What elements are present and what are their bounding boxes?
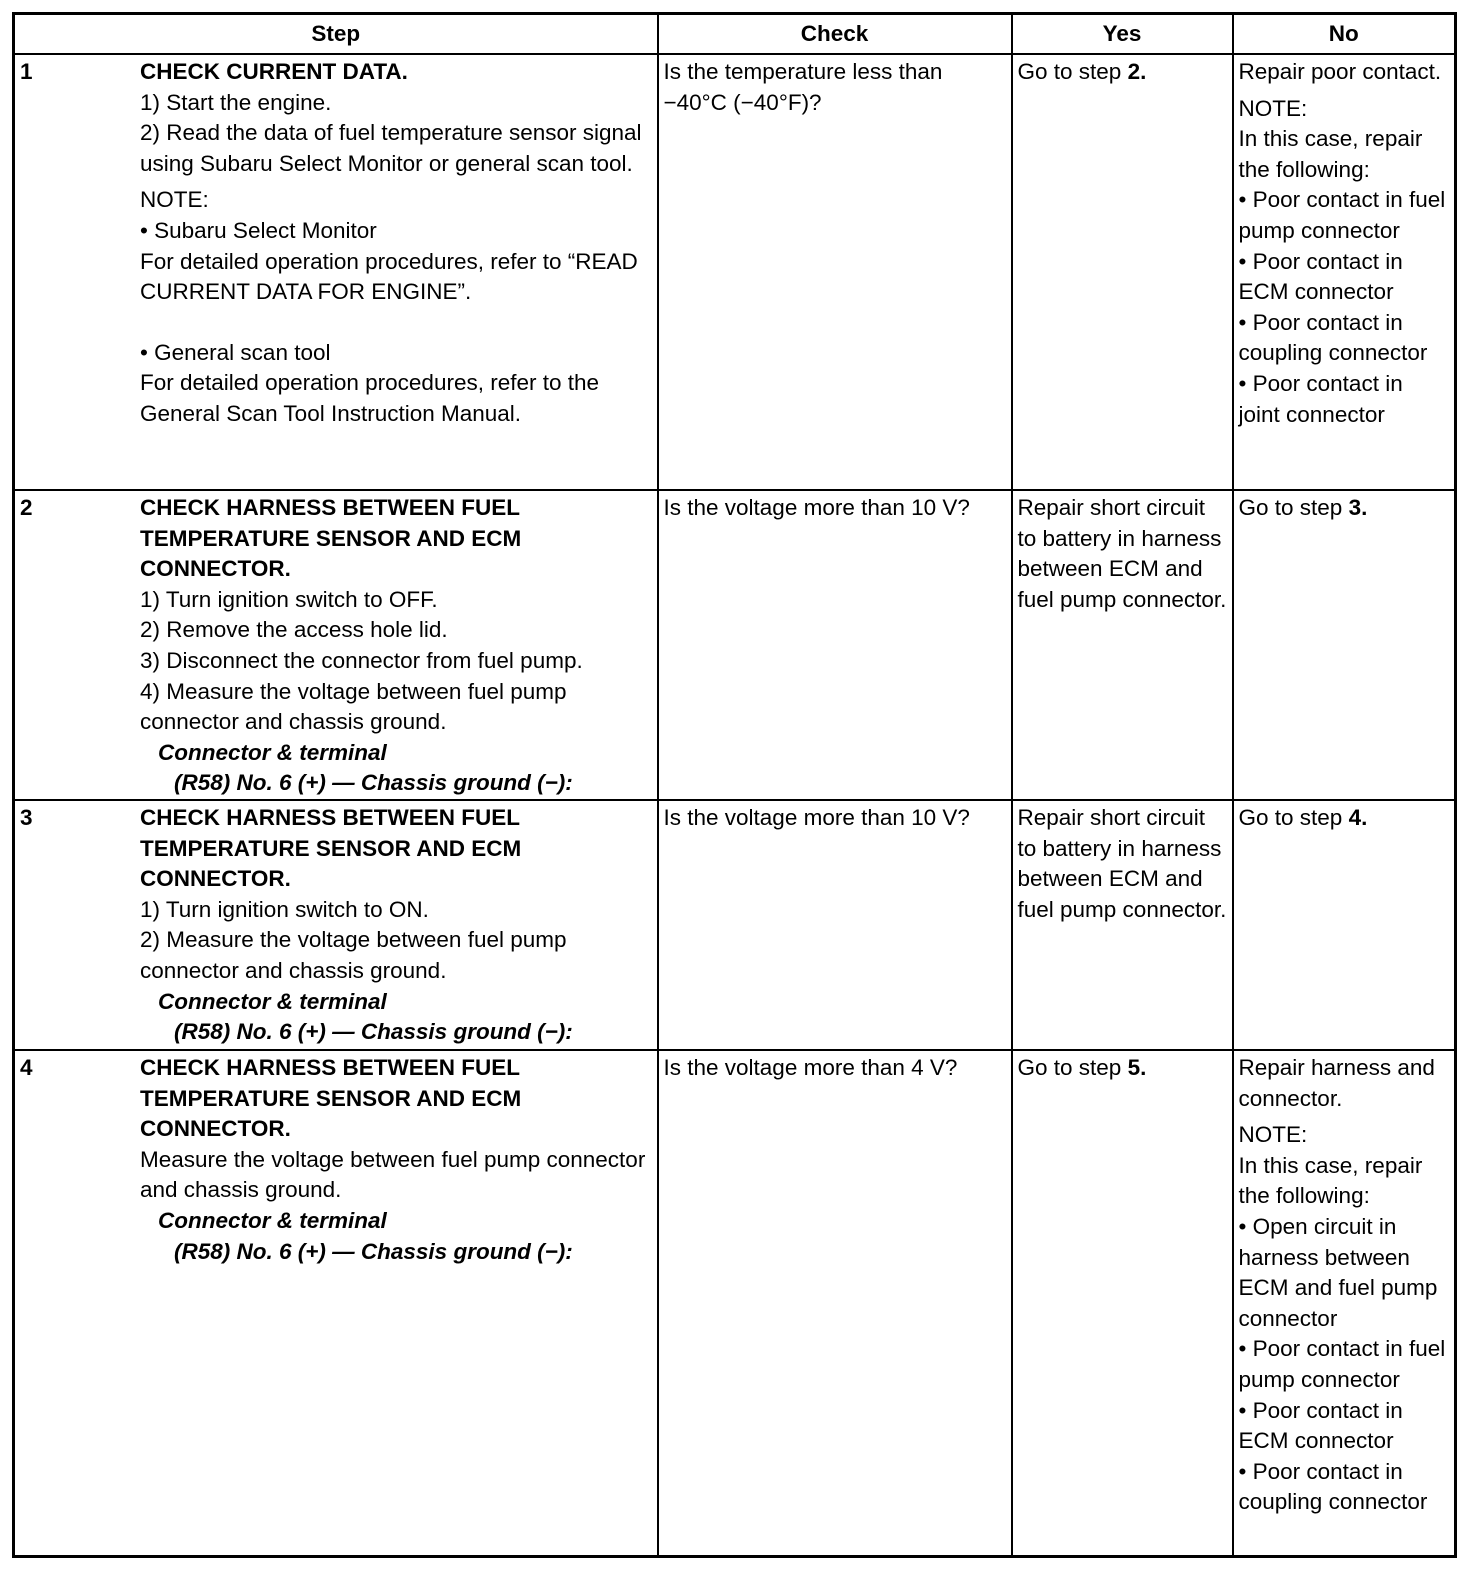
step-instruction: 2) Measure the voltage between fuel pump connector and chassis ground.	[140, 927, 567, 983]
table-row	[14, 1050, 1456, 1557]
table-row	[14, 54, 1456, 490]
list-item: • Poor contact in fuel pump connector	[1238, 1336, 1446, 1392]
check-cell: Is the temperature less than −40°C (−40°F)?	[658, 54, 1012, 490]
no-text: Repair poor contact.	[1238, 59, 1442, 84]
step-instruction: 2) Read the data of fuel temperature sensor signal using Subaru Select Monitor or general scan tool.	[140, 120, 642, 176]
no-step-ref: 3.	[1348, 495, 1368, 520]
list-item: • Open circuit in harness between ECM and fuel pump connector	[1238, 1213, 1438, 1331]
check-cell: Is the voltage more than 4 V?	[658, 1050, 1012, 1557]
no-cell	[1233, 1050, 1456, 1557]
step-instruction: 1) Turn ignition switch to OFF.	[140, 586, 438, 612]
header-row	[14, 14, 1456, 55]
check-cell: Is the voltage more than 10 V?	[658, 490, 1012, 800]
connector-value: (R58) No. 6 (+) — Chassis ground (−):	[174, 1019, 573, 1045]
diagnostic-table	[12, 12, 1457, 1558]
yes-step-ref: 5.	[1127, 1055, 1147, 1080]
no-cell	[1233, 800, 1456, 1050]
list-item: • Poor contact in joint connector	[1238, 370, 1403, 427]
yes-text: Go to step	[1017, 59, 1128, 84]
no-text: Repair harness and connector.	[1238, 1055, 1435, 1111]
step-instruction: 3) Disconnect the connector from fuel pump.	[140, 647, 583, 673]
step-cell	[14, 1050, 658, 1557]
note-intro: In this case, repair the following:	[1238, 126, 1423, 182]
header-step: Step	[14, 14, 658, 55]
step-cell	[14, 490, 658, 800]
table-row	[14, 490, 1456, 800]
step-cell	[14, 800, 658, 1050]
list-item: • Poor contact in ECM connector	[1238, 1397, 1403, 1454]
step-number: 3	[20, 805, 33, 830]
check-cell: Is the voltage more than 10 V?	[658, 800, 1012, 1050]
step-instruction: 1) Turn ignition switch to ON.	[140, 896, 429, 922]
connector-label: Connector & terminal	[158, 1207, 387, 1233]
step-instruction: 4) Measure the voltage between fuel pump connector and chassis ground.	[140, 678, 567, 735]
table-row	[14, 800, 1456, 1050]
step-number: 4	[20, 1055, 33, 1080]
step-title: CHECK CURRENT DATA.	[140, 59, 408, 84]
list-item: • Poor contact in ECM connector	[1238, 248, 1403, 305]
note-item: • Subaru Select Monitor	[140, 217, 377, 243]
list-item: • Poor contact in fuel pump connector	[1238, 187, 1446, 243]
note-intro: In this case, repair the following:	[1238, 1152, 1423, 1209]
step-title: CHECK HARNESS BETWEEN FUEL TEMPERATURE SENSOR AND ECM CONNECTOR.	[140, 1055, 522, 1142]
step-instruction: 2) Remove the access hole lid.	[140, 617, 448, 643]
yes-cell	[1012, 54, 1233, 490]
no-text: Go to step	[1238, 805, 1349, 830]
no-cell	[1233, 54, 1456, 490]
no-step-ref: 4.	[1348, 805, 1368, 830]
note-label: NOTE:	[1238, 1122, 1308, 1148]
yes-cell: Repair short circuit to battery in harness between ECM and fuel pump connector.	[1012, 800, 1233, 1050]
step-number: 1	[20, 59, 33, 84]
list-item: • Poor contact in coupling connector	[1238, 1458, 1428, 1515]
header-yes: Yes	[1012, 14, 1233, 55]
step-title: CHECK HARNESS BETWEEN FUEL TEMPERATURE SENSOR AND ECM CONNECTOR.	[140, 495, 522, 582]
note-label: NOTE:	[1238, 95, 1308, 121]
note-item: • General scan tool	[140, 339, 331, 365]
no-text: Go to step	[1238, 495, 1349, 520]
step-cell	[14, 54, 658, 490]
header-no: No	[1233, 14, 1456, 55]
connector-label: Connector & terminal	[158, 739, 387, 765]
note-label: NOTE:	[140, 187, 209, 213]
no-cell	[1233, 490, 1456, 800]
connector-value: (R58) No. 6 (+) — Chassis ground (−):	[174, 1238, 573, 1264]
connector-label: Connector & terminal	[158, 988, 387, 1014]
note-text: For detailed operation procedures, refer to the General Scan Tool Instruction Manual.	[140, 370, 600, 426]
yes-text: Go to step	[1017, 1055, 1128, 1080]
list-item: • Poor contact in coupling connector	[1238, 309, 1428, 366]
yes-cell: Repair short circuit to battery in harness between ECM and fuel pump connector.	[1012, 490, 1233, 800]
header-check: Check	[658, 14, 1012, 55]
yes-step-ref: 2.	[1127, 59, 1147, 84]
yes-cell	[1012, 1050, 1233, 1557]
step-instruction: 1) Start the engine.	[140, 89, 332, 115]
note-text: For detailed operation procedures, refer to “READ CURRENT DATA FOR ENGINE”.	[140, 248, 638, 305]
step-title: CHECK HARNESS BETWEEN FUEL TEMPERATURE SENSOR AND ECM CONNECTOR.	[140, 805, 522, 892]
connector-value: (R58) No. 6 (+) — Chassis ground (−):	[174, 770, 573, 796]
step-number: 2	[20, 495, 33, 520]
step-instruction: Measure the voltage between fuel pump connector and chassis ground.	[140, 1146, 646, 1203]
